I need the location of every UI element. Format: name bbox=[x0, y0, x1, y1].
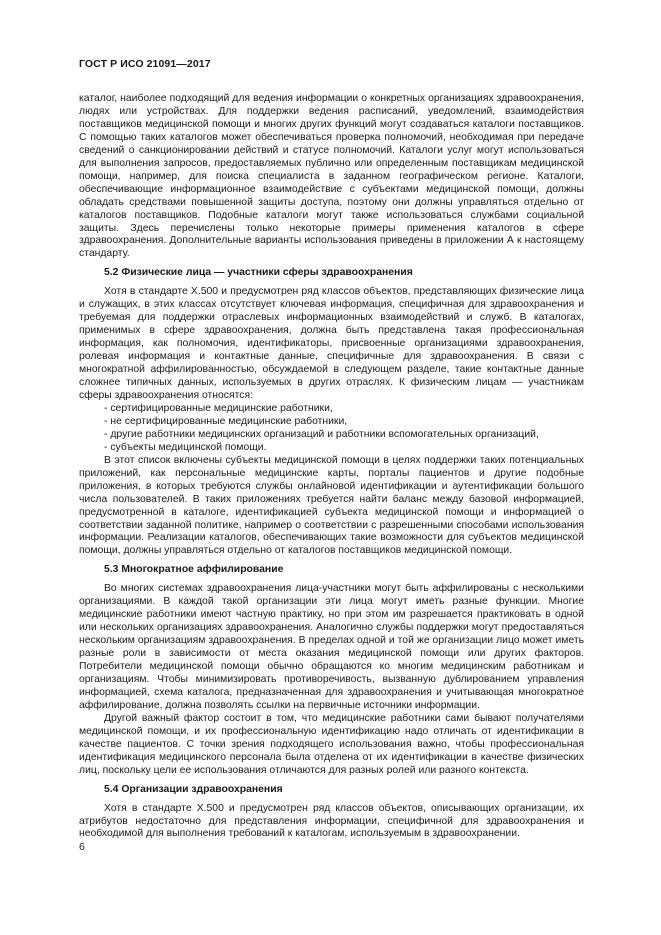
list-item: - не сертифицированные медицинские работники, bbox=[104, 415, 348, 427]
paragraph: Во многих системах здравоохранения лица-участники могут быть аффилированы с несколькими организациями. В каждой такой организации эти лица могут иметь разные функции. Многие медицинские работники имеют частную практику, но при этом им разрешается практиковать в одной или нескольких организациях здравоохранения. Аналогично службы поддержки могут предоставляться нескольким организациям здравоохранения. В пределах одной и той же организации лицо может иметь разные роли в зависимости от места оказания медицинской помощи или других факторов. Потребители медицинской помощи обычно обращаются ко многим медицинским работникам и организациям. Чтобы минимизировать противоречивость, вызванную дублированием управления информацией, схема каталога, предназначенная для здравоохранения и учитывающая многократное аффилирование, должна позволять ссылки на первичные источники информации. bbox=[79, 583, 584, 711]
paragraph: каталог, наиболее подходящий для ведения информации о конкретных организациях здравоохранения, людях или устройствах. Для поддержки ведения расписаний, уведомлений, взаимодействия поставщиков медицинской помощи и многих других функций могут создаваться каталоги поставщиков. С помощью таких каталогов может обеспечиваться проверка полномочий, необходимая при передаче сведений о санкционировании действий и статусе полномочий. Каталоги услуг могут использоваться для выполнения запросов, предоставляемых публично или определенным поставщикам медицинской помощи, например, для поиска специалиста в заданном географическом регионе. Каталоги, обеспечивающие информационное взаимодействие с субъектами медицинской помощи, должны обладать средствами повышенной защиты доступа, поэтому они должны управляться отдельно от каталогов поставщиков. Подобные каталоги могут также использоваться службами социальной защиты. Здесь перечислены только некоторые примеры применения каталогов в сфере здравоохранения. Дополнительные варианты использования приведены в приложении А к настоящему стандарту. bbox=[79, 93, 584, 260]
page-number: 6 bbox=[79, 841, 85, 853]
paragraph: Хотя в стандарте Х.500 и предусмотрен ряд классов объектов, описывающих организации, их атрибутов недостаточно для представления информации, специфичной для здравоохранения и необходимой для выполнения требований к каталогам, используемым в здравоохранении. bbox=[79, 802, 584, 840]
paragraph: Другой важный фактор состоит в том, что медицинские работники сами бывают получателями медицинской помощи, и их профессиональную идентификацию надо отличать от идентификации в качестве пациентов. С точки зрения подходящего использования важно, чтобы профессиональная идентификация медицинского персонала была отделена от их идентификации в качестве физических лиц, поскольку цели ее использования отличаются для разных ролей или разного контекста. bbox=[79, 712, 584, 776]
list-item: - другие работники медицинских организаций и работники вспомогательных организаций, bbox=[104, 428, 539, 440]
list-item: - субъекты медицинской помощи. bbox=[104, 441, 267, 453]
document-body bbox=[79, 93, 584, 841]
section-heading-5-2: 5.2 Физические лица — участники сферы здравоохранения bbox=[104, 267, 413, 279]
section-heading-5-3: 5.3 Многократное аффилирование bbox=[104, 564, 284, 576]
paragraph: В этот список включены субъекты медицинской помощи в целях поддержки таких потенциальных приложений, как персональные медицинские карты, порталы пациентов и другие подобные приложения, в которых требуются службы онлайновой идентификации и аутентификации большого числа пользователей. В таких приложениях требуется найти баланс между базовой информацией, предусмотренной в каталоге, идентификацией субъекта медицинской помощи и информацией о соответствии заданной политике, например о соответствии с разрешенными способами использования информации. Реализации каталогов, обеспечивающих такие возможности для субъектов медицинской помощи, должны управляться отдельно от каталогов поставщиков медицинской помощи. bbox=[79, 454, 584, 557]
list-item: - сертифицированные медицинские работники, bbox=[104, 402, 333, 414]
paragraph: Хотя в стандарте Х.500 и предусмотрен ряд классов объектов, представляющих физические лица и служащих, в этих классах отсутствует ключевая информация, специфичная для здравоохранения и требуемая для поддержки отраслевых информационных взаимодействий и служб. В каталогах, применимых в сфере здравоохранения, должна быть представлена такая профессиональная информация, как полномочия, идентификаторы, присвоенные организациями здравоохранения, ролевая информация и контактные данные, специфичные для здравоохранения. В связи с многократной аффилированностью, обсуждаемой в следующем разделе, такие контактные данные сложнее типичных данных, используемых в других отраслях. К физическим лицам — участникам сферы здравоохранения относятся: bbox=[79, 286, 584, 401]
document-header: ГОСТ Р ИСО 21091—2017 bbox=[79, 58, 211, 70]
section-heading-5-4: 5.4 Организации здравоохранения bbox=[104, 783, 283, 795]
